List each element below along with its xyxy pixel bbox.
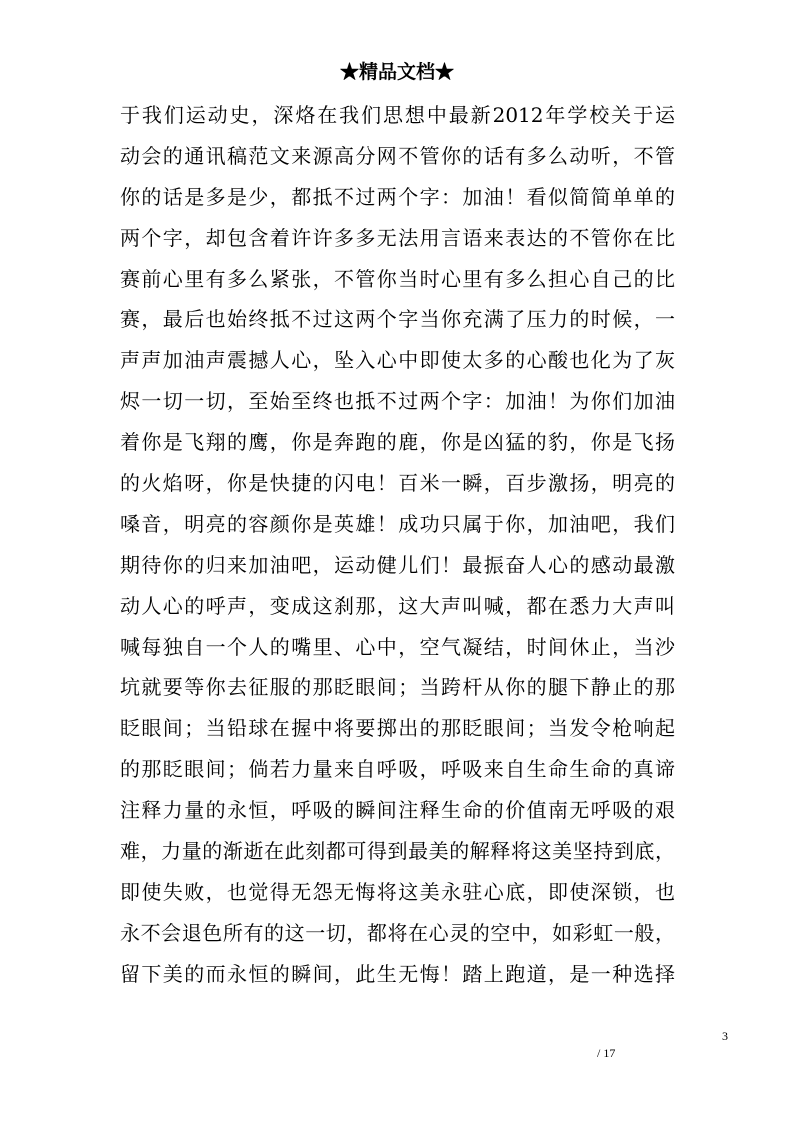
- body-line: 两个字，却包含着许许多多无法用言语来表达的不管你在比: [120, 225, 675, 250]
- body-line: 永不会退色所有的这一切，都将在心灵的空中，如彩虹一般，: [120, 920, 675, 945]
- body-line: 你的话是多是少，都抵不过两个字：加油！看似简简单单的: [120, 184, 675, 209]
- body-line: 烬一切一切，至始至终也抵不过两个字：加油！为你们加油: [120, 389, 675, 414]
- body-line: 留下美的而永恒的瞬间，此生无悔！踏上跑道，是一种选择: [120, 961, 675, 986]
- body-line: 眨眼间；当铅球在握中将要掷出的那眨眼间；当发令枪响起: [120, 716, 675, 741]
- article-body: [120, 95, 675, 995]
- body-line: 声声加油声震撼人心，坠入心中即使太多的心酸也化为了灰: [120, 348, 675, 373]
- body-line: 注释力量的永恒，呼吸的瞬间注释生命的价值南无呼吸的艰: [120, 798, 675, 823]
- body-line: 动会的通讯稿范文来源高分网不管你的话有多么动听，不管: [120, 143, 675, 168]
- body-line: 喊每独自一个人的嘴里、心中，空气凝结，时间休止，当沙: [120, 634, 675, 659]
- body-line: 赛前心里有多么紧张，不管你当时心里有多么担心自己的比: [120, 266, 675, 291]
- body-line: 动人心的呼声，变成这刹那，这大声叫喊，都在悉力大声叫: [120, 593, 675, 618]
- body-line: 期待你的归来加油吧，运动健儿们！最振奋人心的感动最激: [120, 552, 675, 577]
- body-line: 的火焰呀，你是快捷的闪电！百米一瞬，百步激扬，明亮的: [120, 471, 675, 496]
- document-header-title: ★精品文档★: [339, 61, 454, 83]
- body-line: 着你是飞翔的鹰，你是奔跑的鹿，你是凶猛的豹，你是飞扬: [120, 430, 675, 455]
- body-line: 赛，最后也始终抵不过这两个字当你充满了压力的时候，一: [120, 307, 675, 332]
- body-line: 于我们运动史，深烙在我们思想中最新2012年学校关于运: [120, 103, 675, 127]
- body-line: 坑就要等你去征服的那眨眼间；当跨杆从你的腿下静止的那: [120, 675, 675, 700]
- body-line: 的那眨眼间；倘若力量来自呼吸，呼吸来自生命生命的真谛: [120, 757, 675, 782]
- body-line: 难，力量的渐逝在此刻都可得到最美的解释将这美坚持到底，: [120, 839, 675, 864]
- body-line: 嗓音，明亮的容颜你是英雄！成功只属于你，加油吧，我们: [120, 511, 675, 536]
- page-number: 3: [722, 1029, 728, 1043]
- page-total: / 17: [597, 1046, 616, 1060]
- body-line: 即使失败，也觉得无怨无悔将这美永驻心底，即使深锁，也: [120, 879, 675, 904]
